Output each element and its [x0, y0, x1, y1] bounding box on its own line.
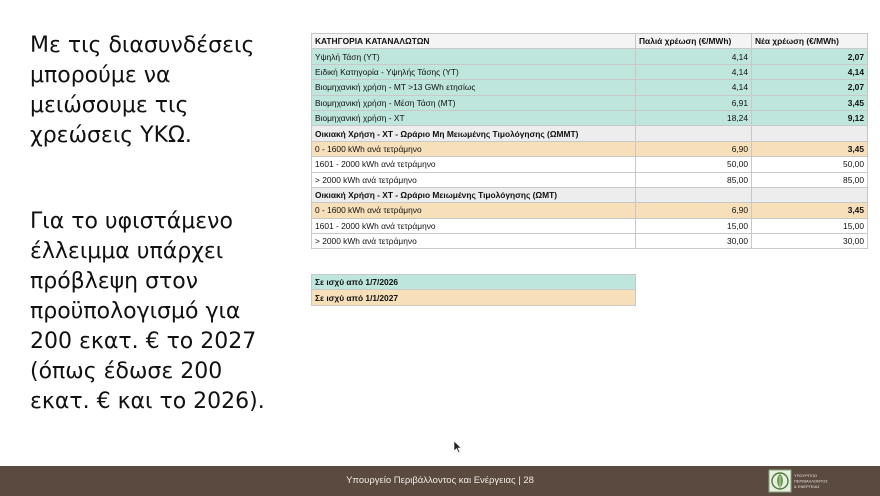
- intro-line: μειώσουμε τις: [30, 93, 189, 118]
- header-category: ΚΑΤΗΓΟΡΙΑ ΚΑΤΑΝΑΛΩΤΩΝ: [312, 34, 636, 49]
- new-charge-cell: 15,00: [752, 218, 868, 233]
- deficit-line: πρόβλεψη στον: [30, 269, 199, 294]
- table-header-row: [312, 34, 868, 49]
- new-charge-cell: 50,00: [752, 157, 868, 172]
- table-row: [312, 157, 868, 172]
- table-row: [312, 49, 868, 64]
- new-charge-cell: [752, 126, 868, 141]
- table-row: [312, 234, 868, 249]
- logo-caption: & ΕΝΕΡΓΕΙΑΣ: [794, 484, 820, 489]
- row-label: 1601 - 2000 kWh ανά τετράμηνο: [312, 218, 636, 233]
- deficit-line: εκατ. € και το 2026).: [30, 389, 265, 414]
- row-label: 0 - 1600 kWh ανά τετράμηνο: [312, 203, 636, 218]
- row-label: Υψηλή Τάση (ΥΤ): [312, 49, 636, 64]
- old-charge-cell: 18,24: [636, 110, 752, 125]
- intro-line: μπορούμε να: [30, 63, 171, 88]
- legend-teal-entry: Σε ισχύ από 1/7/2026: [312, 275, 636, 290]
- old-charge-cell: 85,00: [636, 172, 752, 187]
- new-charge-cell: 3,45: [752, 141, 868, 156]
- section-label: Οικιακή Χρήση - ΧΤ - Ωράριο Μη Μειωμένης Τιμολόγησης (ΩΜΜΤ): [312, 126, 636, 141]
- row-label: Βιομηχανική χρήση - Μέση Τάση (ΜΤ): [312, 95, 636, 110]
- table-row: [312, 203, 868, 218]
- deficit-paragraph: [30, 207, 305, 417]
- new-charge-cell: 3,45: [752, 95, 868, 110]
- tariff-table: [311, 33, 868, 249]
- section-label: Οικιακή Χρήση - ΧΤ - Ωράριο Μειωμένης Τιμολόγησης (ΩΜΤ): [312, 187, 636, 202]
- deficit-line: Για το υφιστάμενο: [30, 209, 233, 234]
- intro-line: Με τις διασυνδέσεις: [30, 33, 255, 58]
- old-charge-cell: 6,91: [636, 95, 752, 110]
- row-label: Ειδική Κατηγορία - Υψηλής Τάσης (ΥΤ): [312, 64, 636, 79]
- table-row: [312, 95, 868, 110]
- table-row: [312, 218, 868, 233]
- section-header-row: [312, 187, 868, 202]
- deficit-line: 200 εκατ. € το 2027: [30, 329, 257, 354]
- table-row: [312, 110, 868, 125]
- old-charge-cell: 6,90: [636, 141, 752, 156]
- new-charge-cell: 85,00: [752, 172, 868, 187]
- deficit-line: προϋπολογισμό για: [30, 299, 241, 324]
- new-charge-cell: 3,45: [752, 203, 868, 218]
- table-row: [312, 141, 868, 156]
- intro-line: χρεώσεις ΥΚΩ.: [30, 123, 192, 148]
- old-charge-cell: 4,14: [636, 80, 752, 95]
- row-label: > 2000 kWh ανά τετράμηνο: [312, 234, 636, 249]
- logo-caption: ΠΕΡΙΒΑΛΛΟΝΤΟΣ: [794, 478, 828, 484]
- old-charge-cell: [636, 126, 752, 141]
- new-charge-cell: 2,07: [752, 49, 868, 64]
- ministry-leaf-logo-icon: [768, 469, 828, 493]
- legend-cream-entry: Σε ισχύ από 1/1/2027: [312, 290, 636, 305]
- row-label: > 2000 kWh ανά τετράμηνο: [312, 172, 636, 187]
- old-charge-cell: 15,00: [636, 218, 752, 233]
- header-old-charge: Παλιά χρέωση (€/MWh): [636, 34, 752, 49]
- old-charge-cell: 50,00: [636, 157, 752, 172]
- new-charge-cell: 30,00: [752, 234, 868, 249]
- row-label: Βιομηχανική χρήση - ΧΤ: [312, 110, 636, 125]
- row-label: Βιομηχανική χρήση - ΜΤ >13 GWh ετησίως: [312, 80, 636, 95]
- deficit-line: έλλειμμα υπάρχει: [30, 239, 224, 264]
- section-header-row: [312, 126, 868, 141]
- deficit-line: (όπως έδωσε 200: [30, 359, 223, 384]
- footer-ministry-page: Υπουργείο Περιβάλλοντος και Ενέργειας | 28: [346, 475, 534, 486]
- intro-paragraph: [30, 31, 305, 151]
- mouse-cursor-icon: [454, 441, 462, 453]
- table-row: [312, 64, 868, 79]
- row-label: 0 - 1600 kWh ανά τετράμηνο: [312, 141, 636, 156]
- table-row: [312, 172, 868, 187]
- table-row: [312, 80, 868, 95]
- new-charge-cell: 9,12: [752, 110, 868, 125]
- row-label: 1601 - 2000 kWh ανά τετράμηνο: [312, 157, 636, 172]
- new-charge-cell: 4,14: [752, 64, 868, 79]
- old-charge-cell: 4,14: [636, 49, 752, 64]
- header-new-charge: Νέα χρέωση (€/MWh): [752, 34, 868, 49]
- old-charge-cell: 6,90: [636, 203, 752, 218]
- old-charge-cell: 4,14: [636, 64, 752, 79]
- old-charge-cell: [636, 187, 752, 202]
- old-charge-cell: 30,00: [636, 234, 752, 249]
- slide-footer: [0, 466, 880, 496]
- new-charge-cell: [752, 187, 868, 202]
- logo-caption: ΥΠΟΥΡΓΕΙΟ: [794, 473, 817, 478]
- color-legend: [311, 274, 636, 306]
- new-charge-cell: 2,07: [752, 80, 868, 95]
